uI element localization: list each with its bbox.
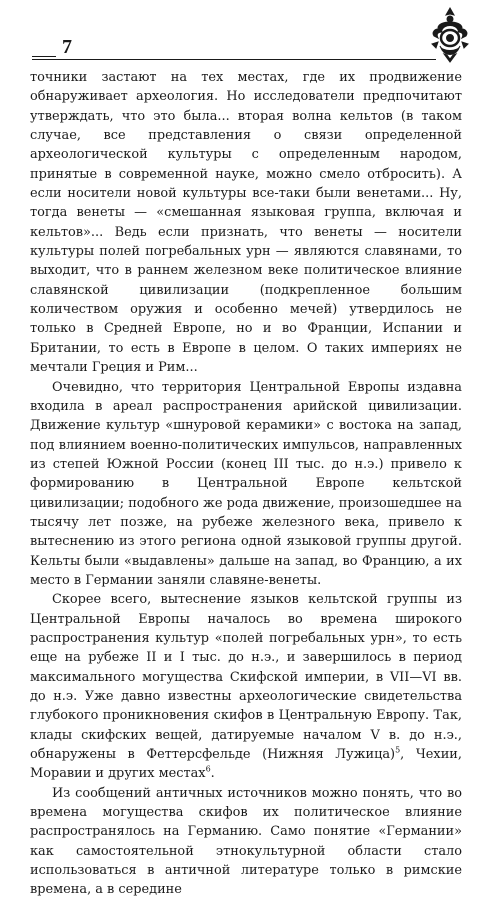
header-rule: [32, 59, 436, 60]
page-header: [0, 0, 494, 70]
paragraph-4: Из сообщений античных источников можно понять, что во времена могущества скифов их политическое влияние распространялось на Германию. Само понятие «Германии» как самостоятельной этнокультурной области стало использоваться в античной литературе только в римские времена, а в середине: [30, 785, 462, 898]
footnote-ref-6[interactable]: 6: [205, 765, 211, 775]
paragraph-3: [30, 590, 462, 783]
page-number: 7: [62, 36, 72, 58]
footnote-ref-5[interactable]: 5: [395, 745, 401, 755]
paragraph-3-text-a: Скорее всего, вытеснение языков кельтской группы из Центральной Европы началось во времена широкого распространения культур «полей погребальных урн», то есть еще на рубеже II и I тыс. до н.э., и завершилось в период максимального могущества Скифской империи, в VII—VI вв. до н.э. Уже давно известны археологические свидетельства глубокого проникновения скифов в Центральную Европу. Так, клады скифских вещей, датируемые началом V в. до н.э., обнаружены в Феттерсфельде (Нижняя Лужица): [30, 592, 462, 763]
ornamental-emblem-icon: [428, 6, 472, 64]
paragraph-1: точники застают на тех местах, где их продвижение обнаруживает археология. Но исследователи предпочитают утверждать, что это была... вторая волна кельтов (в таком случае, все представления о связи определенной археологической культуры с определенным народом, принятые в современной науке, можно смело отбросить). А если носители новой культуры все-таки были венетами... Ну, тогда венеты — «смешанная языковая группа, включая и кельтов»... Ведь если признать, что венеты — носители культуры полей погребальных урн — являются славянами, то выходит, что в раннем железном веке политическое влияние славянской цивилизации (подкрепленное большим количеством оружия и особенно мечей) утвердилось не только в Средней Европе, но и во Франции, Испании и Британии, то есть в Европе в целом. О таких империях не мечтали Греция и Рим...: [30, 70, 462, 376]
paragraph-2: Очевидно, что территория Центральной Европы издавна входила в ареал распространения арийской цивилизации. Движение культур «шнуровой керамики» с востока на запад, под влиянием военно-политических импульсов, направленных из степей Южной России (конец III тыс. до н.э.) привело к формированию в Центральной Европе кельтской цивилизации; подобного же рода движение, произошедшее на тысячу лет позже, на рубеже железного века, привело к вытеснению из этого региона одной языковой группы другой. Кельты были «выдавлены» дальше на запад, во Францию, а их место в Германии заняли славяне-венеты.: [30, 379, 462, 588]
header-dash: [32, 56, 56, 57]
paragraph-3-text-c: .: [210, 766, 215, 782]
page-body: [30, 68, 462, 900]
paragraph-3-text-b: , Чехии, Моравии и других местах: [30, 747, 462, 782]
